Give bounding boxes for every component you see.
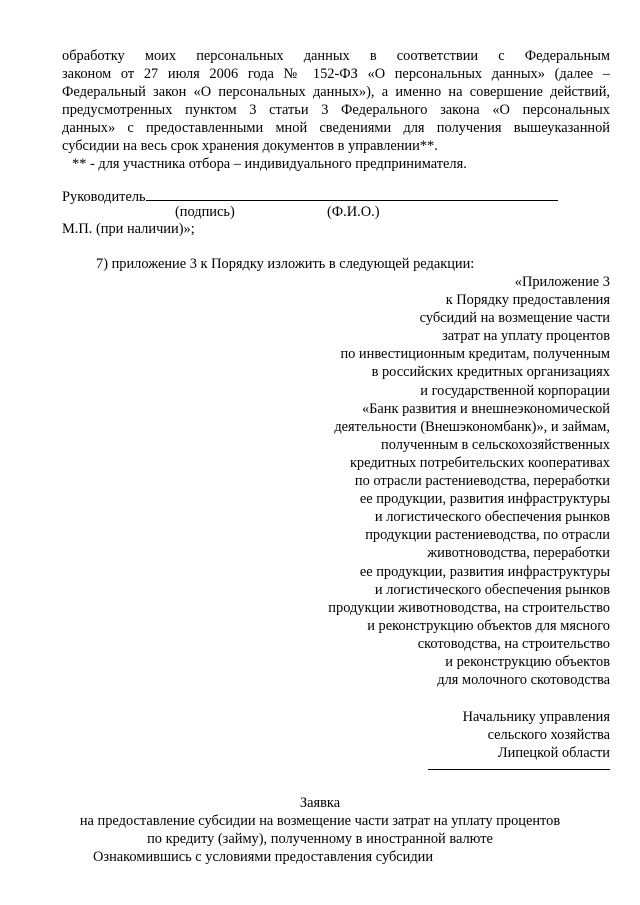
consent-line-1: обработку моих персональных данных в соответствии с Федеральным xyxy=(62,48,610,64)
appendix-line: затрат на уплату процентов xyxy=(442,328,610,345)
addressee-block xyxy=(190,708,610,762)
appendix-header xyxy=(190,273,610,689)
appendix-line: и реконструкцию объектов xyxy=(445,653,610,670)
footnote: ** - для участника отбора – индивидуального предпринимателя. xyxy=(72,156,467,172)
addressee-underline xyxy=(428,769,610,770)
consent-line-6: субсидии на весь срок хранения документов в управлении**. xyxy=(62,138,438,154)
appendix-line: ее продукции, развития инфраструктуры xyxy=(359,491,610,508)
signature-line xyxy=(62,186,558,206)
appendix-line: в российских кредитных организациях xyxy=(371,364,610,381)
addressee-line: сельского хозяйства xyxy=(487,727,610,744)
appendix-line: продукции животноводства, на строительство xyxy=(328,599,610,616)
appendix-line: скотоводства, на строительство xyxy=(417,635,610,652)
appendix-line: и логистического обеспечения рынков xyxy=(374,509,610,526)
application-subtitle-1: на предоставление субсидии на возмещение части затрат на уплату процентов xyxy=(79,813,561,829)
appendix-line: «Банк развития и внешнеэкономической xyxy=(361,400,610,417)
signature-underline xyxy=(146,186,558,201)
appendix-line: «Приложение 3 xyxy=(514,274,610,290)
application-intro: Ознакомившись с условиями предоставления субсидии xyxy=(93,849,434,865)
addressee-line: Липецкой области xyxy=(497,745,610,762)
appendix-line: ее продукции, развития инфраструктуры xyxy=(359,563,610,580)
appendix-line: кредитных потребительских кооперативах xyxy=(349,454,610,471)
appendix-line: по инвестиционным кредитам, полученным xyxy=(340,346,610,363)
consent-line-2: законом от 27 июля 2006 года № 152-ФЗ «О персональных данных» (далее – xyxy=(62,66,610,82)
appendix-line: и реконструкцию объектов для мясного xyxy=(367,617,610,634)
appendix-line: и логистического обеспечения рынков xyxy=(374,581,610,598)
appendix-line: к Порядку предоставления xyxy=(445,292,610,309)
appendix-line: субсидий на возмещение части xyxy=(419,310,610,327)
addressee-line: Начальнику управления xyxy=(462,709,610,725)
consent-line-4: предусмотренных пунктом 3 статьи 3 Федерального закона «О персональных xyxy=(62,102,610,118)
sign-caption: (подпись) xyxy=(175,204,235,220)
consent-line-3: Федеральный закон «О персональных данных»), а именно на совершение действий, xyxy=(62,84,610,100)
stamp-line: М.П. (при наличии)»; xyxy=(62,221,195,237)
appendix-line: по отрасли растениеводства, переработки xyxy=(354,473,610,490)
appendix-line: и государственной корпорации xyxy=(420,382,610,399)
appendix-line: деятельности (Внешэкономбанк)», и займам, xyxy=(334,418,610,435)
application-title: Заявка xyxy=(299,795,341,811)
appendix-line: для молочного скотоводства xyxy=(437,672,610,689)
item-7: 7) приложение 3 к Порядку изложить в следующей редакции: xyxy=(96,256,475,272)
head-label: Руководитель xyxy=(62,189,146,205)
application-subtitle-2: по кредиту (займу), полученному в иностранной валюте xyxy=(147,831,493,847)
consent-line-5: данных» с предоставленными мной сведениями для получения вышеуказанной xyxy=(62,120,610,136)
appendix-line: животноводства, переработки xyxy=(427,545,610,562)
name-caption: (Ф.И.О.) xyxy=(327,204,380,220)
appendix-line: полученным в сельскохозяйственных xyxy=(381,436,610,453)
appendix-line: продукции растениеводства, по отрасли xyxy=(365,527,610,544)
